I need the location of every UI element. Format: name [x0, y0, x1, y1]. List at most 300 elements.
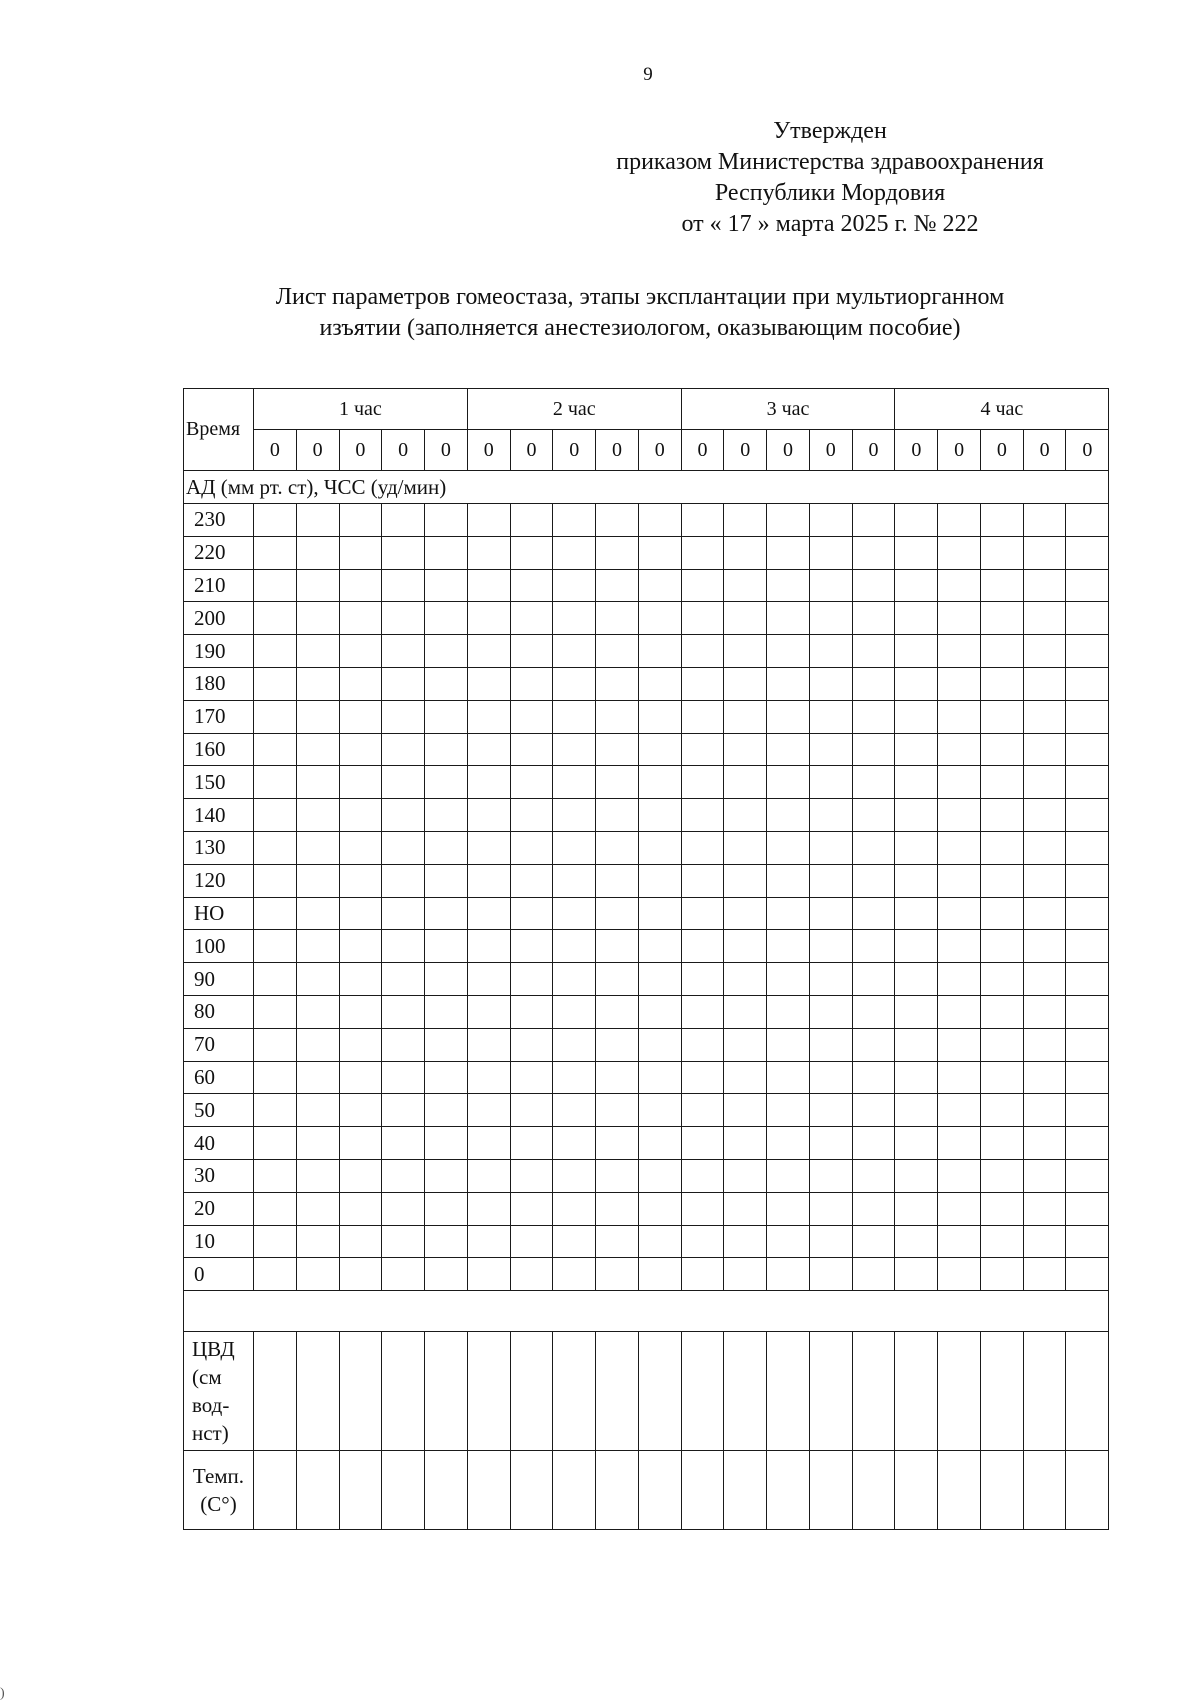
grid-cell[interactable] [467, 536, 510, 569]
cvd-cell[interactable] [852, 1332, 895, 1451]
temperature-cell[interactable] [638, 1451, 681, 1530]
grid-cell[interactable] [809, 667, 852, 700]
grid-cell[interactable] [1023, 1028, 1066, 1061]
grid-cell[interactable] [809, 864, 852, 897]
grid-cell[interactable] [681, 536, 724, 569]
grid-cell[interactable] [809, 831, 852, 864]
grid-cell[interactable] [852, 864, 895, 897]
grid-cell[interactable] [681, 504, 724, 537]
grid-cell[interactable] [467, 1225, 510, 1258]
grid-cell[interactable] [425, 569, 468, 602]
grid-cell[interactable] [339, 1061, 382, 1094]
grid-cell[interactable] [638, 963, 681, 996]
grid-cell[interactable] [467, 766, 510, 799]
grid-cell[interactable] [425, 504, 468, 537]
grid-cell[interactable] [681, 569, 724, 602]
grid-cell[interactable] [467, 504, 510, 537]
grid-cell[interactable] [809, 700, 852, 733]
grid-cell[interactable] [467, 897, 510, 930]
cvd-cell[interactable] [938, 1332, 981, 1451]
grid-cell[interactable] [254, 831, 297, 864]
grid-cell[interactable] [596, 831, 639, 864]
grid-cell[interactable] [980, 1225, 1023, 1258]
grid-cell[interactable] [980, 930, 1023, 963]
grid-cell[interactable] [980, 1159, 1023, 1192]
temperature-cell[interactable] [852, 1451, 895, 1530]
grid-cell[interactable] [767, 1192, 810, 1225]
grid-cell[interactable] [382, 504, 425, 537]
grid-cell[interactable] [254, 1061, 297, 1094]
grid-cell[interactable] [467, 1159, 510, 1192]
grid-cell[interactable] [339, 864, 382, 897]
grid-cell[interactable] [724, 700, 767, 733]
grid-cell[interactable] [895, 1159, 938, 1192]
grid-cell[interactable] [1066, 733, 1109, 766]
grid-cell[interactable] [724, 930, 767, 963]
grid-cell[interactable] [980, 1127, 1023, 1160]
grid-cell[interactable] [510, 1061, 553, 1094]
grid-cell[interactable] [852, 569, 895, 602]
grid-cell[interactable] [895, 1127, 938, 1160]
grid-cell[interactable] [510, 1225, 553, 1258]
grid-cell[interactable] [895, 700, 938, 733]
grid-cell[interactable] [980, 667, 1023, 700]
grid-cell[interactable] [467, 864, 510, 897]
grid-cell[interactable] [382, 1225, 425, 1258]
grid-cell[interactable] [510, 733, 553, 766]
grid-cell[interactable] [339, 897, 382, 930]
grid-cell[interactable] [1023, 766, 1066, 799]
grid-cell[interactable] [852, 831, 895, 864]
grid-cell[interactable] [596, 602, 639, 635]
grid-cell[interactable] [296, 1258, 339, 1291]
grid-cell[interactable] [467, 1028, 510, 1061]
grid-cell[interactable] [254, 504, 297, 537]
grid-cell[interactable] [339, 799, 382, 832]
grid-cell[interactable] [510, 1127, 553, 1160]
grid-cell[interactable] [382, 766, 425, 799]
grid-cell[interactable] [767, 635, 810, 668]
grid-cell[interactable] [1023, 831, 1066, 864]
grid-cell[interactable] [980, 831, 1023, 864]
grid-cell[interactable] [1023, 504, 1066, 537]
grid-cell[interactable] [638, 536, 681, 569]
grid-cell[interactable] [681, 930, 724, 963]
grid-cell[interactable] [1066, 635, 1109, 668]
cvd-cell[interactable] [339, 1332, 382, 1451]
temperature-cell[interactable] [681, 1451, 724, 1530]
grid-cell[interactable] [254, 700, 297, 733]
grid-cell[interactable] [339, 700, 382, 733]
grid-cell[interactable] [553, 1127, 596, 1160]
grid-cell[interactable] [339, 1127, 382, 1160]
grid-cell[interactable] [938, 930, 981, 963]
grid-cell[interactable] [296, 602, 339, 635]
grid-cell[interactable] [510, 536, 553, 569]
grid-cell[interactable] [254, 667, 297, 700]
cvd-cell[interactable] [1066, 1332, 1109, 1451]
grid-cell[interactable] [382, 799, 425, 832]
grid-cell[interactable] [1023, 1225, 1066, 1258]
grid-cell[interactable] [1023, 733, 1066, 766]
grid-cell[interactable] [382, 1061, 425, 1094]
grid-cell[interactable] [1066, 1061, 1109, 1094]
temperature-cell[interactable] [596, 1451, 639, 1530]
grid-cell[interactable] [852, 1159, 895, 1192]
grid-cell[interactable] [510, 1159, 553, 1192]
grid-cell[interactable] [681, 864, 724, 897]
grid-cell[interactable] [382, 635, 425, 668]
grid-cell[interactable] [1066, 536, 1109, 569]
grid-cell[interactable] [1066, 1028, 1109, 1061]
grid-cell[interactable] [382, 864, 425, 897]
grid-cell[interactable] [980, 1061, 1023, 1094]
grid-cell[interactable] [681, 1159, 724, 1192]
grid-cell[interactable] [852, 602, 895, 635]
grid-cell[interactable] [724, 963, 767, 996]
grid-cell[interactable] [254, 963, 297, 996]
grid-cell[interactable] [1023, 602, 1066, 635]
temperature-cell[interactable] [382, 1451, 425, 1530]
grid-cell[interactable] [1066, 667, 1109, 700]
grid-cell[interactable] [724, 1258, 767, 1291]
grid-cell[interactable] [1023, 536, 1066, 569]
grid-cell[interactable] [425, 602, 468, 635]
grid-cell[interactable] [296, 930, 339, 963]
grid-cell[interactable] [852, 1094, 895, 1127]
grid-cell[interactable] [596, 1061, 639, 1094]
grid-cell[interactable] [724, 504, 767, 537]
grid-cell[interactable] [382, 1159, 425, 1192]
grid-cell[interactable] [767, 700, 810, 733]
grid-cell[interactable] [553, 635, 596, 668]
grid-cell[interactable] [339, 1192, 382, 1225]
grid-cell[interactable] [382, 1258, 425, 1291]
grid-cell[interactable] [980, 1192, 1023, 1225]
grid-cell[interactable] [895, 799, 938, 832]
grid-cell[interactable] [467, 733, 510, 766]
grid-cell[interactable] [852, 930, 895, 963]
grid-cell[interactable] [809, 1127, 852, 1160]
grid-cell[interactable] [467, 667, 510, 700]
grid-cell[interactable] [638, 667, 681, 700]
grid-cell[interactable] [382, 1028, 425, 1061]
grid-cell[interactable] [296, 995, 339, 1028]
grid-cell[interactable] [980, 1094, 1023, 1127]
grid-cell[interactable] [895, 995, 938, 1028]
grid-cell[interactable] [638, 995, 681, 1028]
grid-cell[interactable] [1023, 1094, 1066, 1127]
grid-cell[interactable] [254, 569, 297, 602]
grid-cell[interactable] [767, 602, 810, 635]
grid-cell[interactable] [510, 864, 553, 897]
grid-cell[interactable] [1066, 831, 1109, 864]
grid-cell[interactable] [638, 897, 681, 930]
grid-cell[interactable] [767, 504, 810, 537]
grid-cell[interactable] [895, 897, 938, 930]
grid-cell[interactable] [296, 1192, 339, 1225]
grid-cell[interactable] [681, 1127, 724, 1160]
grid-cell[interactable] [895, 1258, 938, 1291]
grid-cell[interactable] [638, 1192, 681, 1225]
grid-cell[interactable] [724, 1192, 767, 1225]
grid-cell[interactable] [425, 1094, 468, 1127]
temperature-cell[interactable] [425, 1451, 468, 1530]
grid-cell[interactable] [1023, 963, 1066, 996]
grid-cell[interactable] [553, 1159, 596, 1192]
grid-cell[interactable] [767, 536, 810, 569]
grid-cell[interactable] [638, 635, 681, 668]
grid-cell[interactable] [767, 1127, 810, 1160]
grid-cell[interactable] [809, 1028, 852, 1061]
grid-cell[interactable] [596, 799, 639, 832]
grid-cell[interactable] [296, 864, 339, 897]
grid-cell[interactable] [1023, 897, 1066, 930]
grid-cell[interactable] [339, 635, 382, 668]
grid-cell[interactable] [339, 1094, 382, 1127]
grid-cell[interactable] [1023, 864, 1066, 897]
grid-cell[interactable] [724, 995, 767, 1028]
grid-cell[interactable] [596, 700, 639, 733]
grid-cell[interactable] [596, 504, 639, 537]
grid-cell[interactable] [254, 897, 297, 930]
grid-cell[interactable] [724, 864, 767, 897]
grid-cell[interactable] [596, 1127, 639, 1160]
grid-cell[interactable] [425, 733, 468, 766]
grid-cell[interactable] [681, 995, 724, 1028]
grid-cell[interactable] [809, 635, 852, 668]
grid-cell[interactable] [938, 799, 981, 832]
temperature-cell[interactable] [510, 1451, 553, 1530]
temperature-cell[interactable] [980, 1451, 1023, 1530]
grid-cell[interactable] [852, 897, 895, 930]
grid-cell[interactable] [724, 635, 767, 668]
grid-cell[interactable] [382, 995, 425, 1028]
cvd-cell[interactable] [767, 1332, 810, 1451]
grid-cell[interactable] [553, 995, 596, 1028]
grid-cell[interactable] [254, 1127, 297, 1160]
cvd-cell[interactable] [296, 1332, 339, 1451]
grid-cell[interactable] [382, 536, 425, 569]
grid-cell[interactable] [339, 963, 382, 996]
grid-cell[interactable] [895, 602, 938, 635]
grid-cell[interactable] [895, 733, 938, 766]
grid-cell[interactable] [638, 864, 681, 897]
grid-cell[interactable] [467, 963, 510, 996]
grid-cell[interactable] [382, 602, 425, 635]
cvd-cell[interactable] [467, 1332, 510, 1451]
grid-cell[interactable] [980, 569, 1023, 602]
grid-cell[interactable] [980, 536, 1023, 569]
grid-cell[interactable] [681, 963, 724, 996]
grid-cell[interactable] [724, 1225, 767, 1258]
temperature-cell[interactable] [467, 1451, 510, 1530]
grid-cell[interactable] [895, 667, 938, 700]
grid-cell[interactable] [638, 1127, 681, 1160]
grid-cell[interactable] [510, 831, 553, 864]
grid-cell[interactable] [510, 700, 553, 733]
grid-cell[interactable] [809, 1094, 852, 1127]
grid-cell[interactable] [895, 536, 938, 569]
grid-cell[interactable] [809, 766, 852, 799]
grid-cell[interactable] [724, 1094, 767, 1127]
grid-cell[interactable] [681, 1258, 724, 1291]
grid-cell[interactable] [980, 700, 1023, 733]
grid-cell[interactable] [553, 504, 596, 537]
grid-cell[interactable] [467, 569, 510, 602]
grid-cell[interactable] [938, 635, 981, 668]
grid-cell[interactable] [938, 1061, 981, 1094]
grid-cell[interactable] [382, 700, 425, 733]
grid-cell[interactable] [553, 700, 596, 733]
grid-cell[interactable] [596, 1192, 639, 1225]
grid-cell[interactable] [425, 1159, 468, 1192]
grid-cell[interactable] [809, 1159, 852, 1192]
grid-cell[interactable] [980, 897, 1023, 930]
grid-cell[interactable] [724, 536, 767, 569]
grid-cell[interactable] [1066, 700, 1109, 733]
grid-cell[interactable] [254, 930, 297, 963]
grid-cell[interactable] [553, 1192, 596, 1225]
grid-cell[interactable] [809, 536, 852, 569]
grid-cell[interactable] [895, 963, 938, 996]
grid-cell[interactable] [895, 1225, 938, 1258]
temperature-cell[interactable] [724, 1451, 767, 1530]
grid-cell[interactable] [938, 667, 981, 700]
grid-cell[interactable] [382, 1094, 425, 1127]
temperature-cell[interactable] [553, 1451, 596, 1530]
grid-cell[interactable] [296, 504, 339, 537]
grid-cell[interactable] [339, 504, 382, 537]
grid-cell[interactable] [467, 799, 510, 832]
grid-cell[interactable] [510, 635, 553, 668]
grid-cell[interactable] [553, 930, 596, 963]
grid-cell[interactable] [938, 963, 981, 996]
grid-cell[interactable] [681, 799, 724, 832]
grid-cell[interactable] [510, 1258, 553, 1291]
temperature-cell[interactable] [938, 1451, 981, 1530]
grid-cell[interactable] [467, 1192, 510, 1225]
grid-cell[interactable] [596, 766, 639, 799]
grid-cell[interactable] [938, 995, 981, 1028]
grid-cell[interactable] [296, 1028, 339, 1061]
grid-cell[interactable] [254, 1094, 297, 1127]
grid-cell[interactable] [1066, 995, 1109, 1028]
grid-cell[interactable] [938, 1258, 981, 1291]
grid-cell[interactable] [938, 1159, 981, 1192]
grid-cell[interactable] [596, 667, 639, 700]
grid-cell[interactable] [1066, 864, 1109, 897]
grid-cell[interactable] [1066, 930, 1109, 963]
grid-cell[interactable] [809, 963, 852, 996]
grid-cell[interactable] [852, 1028, 895, 1061]
grid-cell[interactable] [510, 766, 553, 799]
grid-cell[interactable] [553, 733, 596, 766]
grid-cell[interactable] [852, 1258, 895, 1291]
grid-cell[interactable] [553, 766, 596, 799]
grid-cell[interactable] [425, 995, 468, 1028]
temperature-cell[interactable] [296, 1451, 339, 1530]
grid-cell[interactable] [596, 897, 639, 930]
grid-cell[interactable] [425, 897, 468, 930]
grid-cell[interactable] [638, 569, 681, 602]
grid-cell[interactable] [254, 1225, 297, 1258]
grid-cell[interactable] [724, 667, 767, 700]
grid-cell[interactable] [467, 930, 510, 963]
cvd-cell[interactable] [895, 1332, 938, 1451]
cvd-cell[interactable] [382, 1332, 425, 1451]
grid-cell[interactable] [767, 831, 810, 864]
temperature-cell[interactable] [339, 1451, 382, 1530]
grid-cell[interactable] [254, 995, 297, 1028]
grid-cell[interactable] [724, 569, 767, 602]
grid-cell[interactable] [724, 831, 767, 864]
grid-cell[interactable] [425, 1225, 468, 1258]
grid-cell[interactable] [1023, 1159, 1066, 1192]
grid-cell[interactable] [895, 831, 938, 864]
grid-cell[interactable] [553, 1258, 596, 1291]
grid-cell[interactable] [980, 766, 1023, 799]
grid-cell[interactable] [681, 766, 724, 799]
grid-cell[interactable] [382, 1192, 425, 1225]
grid-cell[interactable] [254, 1028, 297, 1061]
grid-cell[interactable] [895, 635, 938, 668]
grid-cell[interactable] [767, 1159, 810, 1192]
grid-cell[interactable] [852, 700, 895, 733]
grid-cell[interactable] [895, 504, 938, 537]
grid-cell[interactable] [1066, 1225, 1109, 1258]
grid-cell[interactable] [681, 1094, 724, 1127]
grid-cell[interactable] [809, 602, 852, 635]
grid-cell[interactable] [938, 1127, 981, 1160]
grid-cell[interactable] [1023, 635, 1066, 668]
grid-cell[interactable] [852, 1192, 895, 1225]
grid-cell[interactable] [938, 569, 981, 602]
grid-cell[interactable] [938, 1192, 981, 1225]
grid-cell[interactable] [681, 733, 724, 766]
grid-cell[interactable] [296, 963, 339, 996]
grid-cell[interactable] [1023, 569, 1066, 602]
grid-cell[interactable] [1023, 1258, 1066, 1291]
grid-cell[interactable] [596, 536, 639, 569]
grid-cell[interactable] [681, 1028, 724, 1061]
grid-cell[interactable] [296, 831, 339, 864]
grid-cell[interactable] [296, 569, 339, 602]
grid-cell[interactable] [852, 635, 895, 668]
grid-cell[interactable] [724, 1061, 767, 1094]
grid-cell[interactable] [339, 569, 382, 602]
grid-cell[interactable] [809, 799, 852, 832]
grid-cell[interactable] [681, 602, 724, 635]
grid-cell[interactable] [980, 1258, 1023, 1291]
grid-cell[interactable] [767, 1094, 810, 1127]
grid-cell[interactable] [254, 536, 297, 569]
grid-cell[interactable] [1066, 963, 1109, 996]
grid-cell[interactable] [809, 995, 852, 1028]
grid-cell[interactable] [596, 1225, 639, 1258]
grid-cell[interactable] [767, 864, 810, 897]
grid-cell[interactable] [553, 1094, 596, 1127]
temperature-cell[interactable] [767, 1451, 810, 1530]
grid-cell[interactable] [767, 897, 810, 930]
grid-cell[interactable] [938, 536, 981, 569]
cvd-cell[interactable] [809, 1332, 852, 1451]
grid-cell[interactable] [425, 766, 468, 799]
grid-cell[interactable] [339, 1159, 382, 1192]
grid-cell[interactable] [980, 1028, 1023, 1061]
grid-cell[interactable] [724, 897, 767, 930]
grid-cell[interactable] [596, 569, 639, 602]
